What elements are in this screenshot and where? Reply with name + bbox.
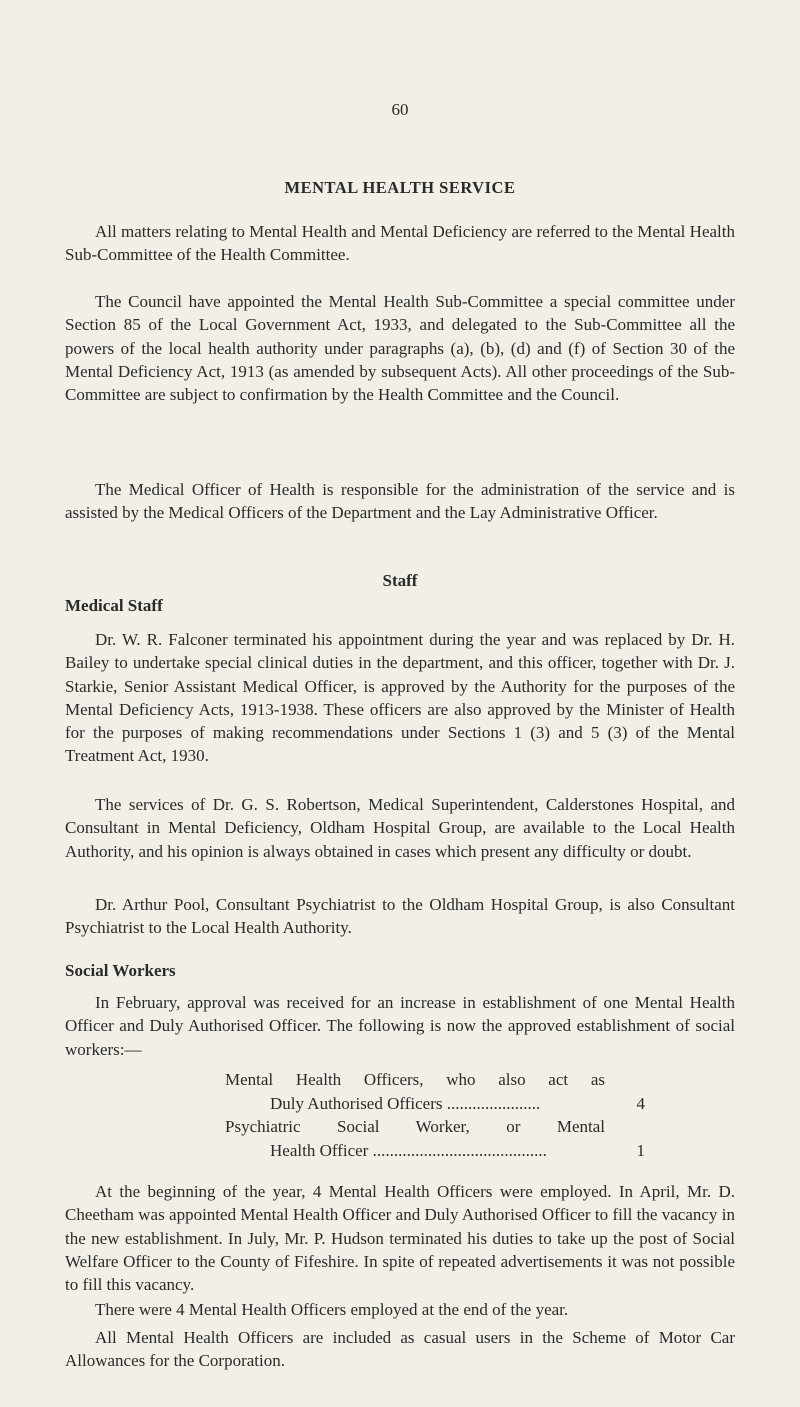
page-number: 60 — [391, 100, 409, 119]
paragraph: The Medical Officer of Health is responsible for the administration of the service and is assisted by the Medical Officers of the Department and the Lay Administrative Officer. — [65, 480, 735, 523]
section-intro — [65, 220, 735, 267]
item-label-cont: Health Officer ......................................... — [270, 1140, 547, 1160]
establishment-item — [225, 1115, 645, 1162]
paragraph: All Mental Health Officers are included as casual users in the Scheme of Motor Car Allowances for the Corporation. — [65, 1328, 735, 1371]
establishment-list — [225, 1068, 645, 1162]
section-allowances — [65, 1326, 735, 1373]
paragraph: Dr. Arthur Pool, Consultant Psychiatrist to the Oldham Hospital Group, is also Consultant Psychiatrist to the Local Health Authority. — [65, 895, 735, 938]
medical-staff-heading: Medical Staff — [65, 596, 163, 615]
paragraph: The Council have appointed the Mental Health Sub-Committee a special committee under Section 85 of the Local Government Act, 1933, and delegated to the Sub-Committee all the powers of the local health authority under paragraphs (a), (b), (d) and (f) of Section 30 of the Mental Deficiency Act, 1913 (as amended by subsequent Acts). All other proceedings of the Sub-Committee are subject to confirmation by the Health Committee and the Council. — [65, 292, 735, 405]
item-label: Mental Health Officers, who also act as — [225, 1070, 605, 1089]
paragraph: All matters relating to Mental Health and Mental Deficiency are referred to the Mental Health Sub-Committee of the Health Committee. — [65, 222, 735, 265]
staff-heading: Staff — [382, 571, 418, 590]
paragraph: In February, approval was received for an increase in establishment of one Mental Health Officer and Duly Authorised Officer. The following is now the approved establishment of social workers:— — [65, 993, 735, 1059]
page-title: MENTAL HEALTH SERVICE — [284, 178, 516, 197]
item-count: 4 — [636, 1093, 645, 1113]
establishment-item — [225, 1068, 645, 1115]
paragraph: There were 4 Mental Health Officers employed at the end of the year. — [95, 1300, 569, 1319]
section-delegation — [65, 290, 735, 406]
item-label: Psychiatric Social Worker, or Mental — [225, 1117, 605, 1136]
paragraph: The services of Dr. G. S. Robertson, Medical Superintendent, Calderstones Hospital, and Consultant in Mental Deficiency, Oldham Hospital Group, are available to the Local Health Authority, and his opinion is always obtained in cases which present any difficulty or doubt. — [65, 795, 735, 861]
item-label-cont: Duly Authorised Officers ...................... — [270, 1093, 541, 1113]
social-workers-heading: Social Workers — [65, 961, 176, 980]
section-administration — [65, 478, 735, 525]
section-year-end — [65, 1298, 735, 1321]
item-count: 1 — [636, 1140, 645, 1160]
section-social-workers — [65, 991, 735, 1061]
section-psychiatrist — [65, 893, 735, 940]
section-staffing-changes — [65, 1180, 735, 1296]
section-consultant — [65, 793, 735, 863]
paragraph: Dr. W. R. Falconer terminated his appointment during the year and was replaced by Dr. H. Bailey to undertake special clinical duties in the department, and this officer, together with Dr. J. Starkie, Senior Assistant Medical Officer, is approved by the Authority for the purposes of the Mental Deficiency Acts, 1913-1938. These officers are also approved by the Minister of Health for the purposes of making recommendations under Sections 1 (3) and 5 (3) of the Mental Treatment Act, 1930. — [65, 630, 735, 766]
paragraph: At the beginning of the year, 4 Mental Health Officers were employed. In April, Mr. D. Cheetham was appointed Mental Health Officer and Duly Authorised Officer to fill the vacancy in the new establishment. In July, Mr. P. Hudson terminated his duties to take up the post of Social Welfare Officer to the County of Fifeshire. In spite of repeated advertisements it was not possible to fill this vacancy. — [65, 1182, 735, 1295]
section-medical-staff — [65, 628, 735, 768]
